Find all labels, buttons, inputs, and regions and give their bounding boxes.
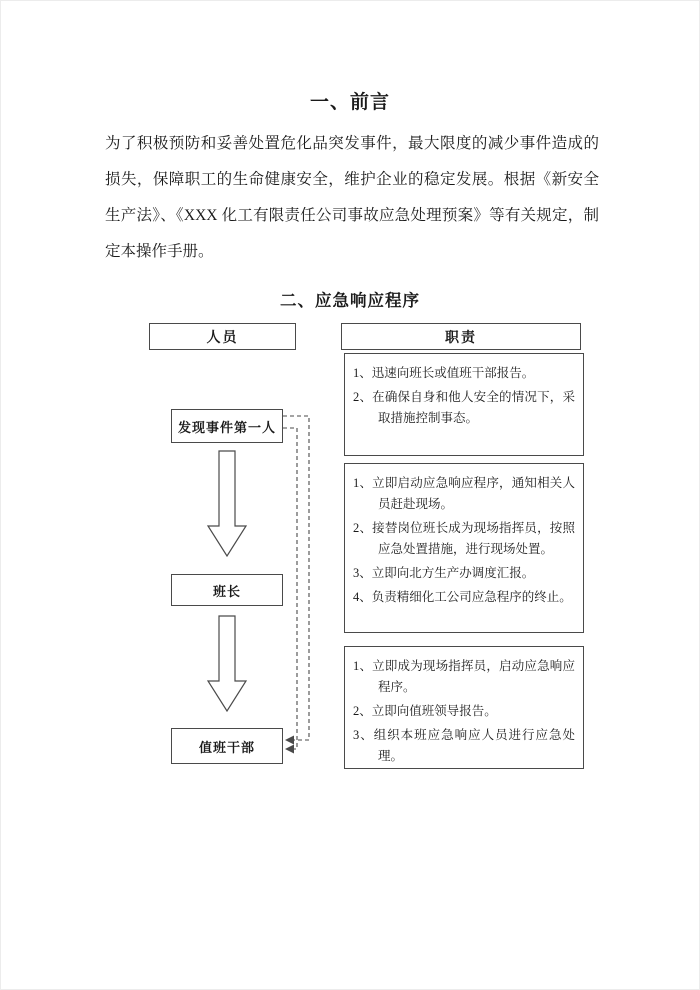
section-1-paragraph: 为了积极预防和妥善处置危化品突发事件，最大限度的减少事件造成的损失，保障职工的生命健康安全，维护企业的稳定发展。根据《新安全生产法》、《XXX 化工有限责任公司事故应急处理预案》等有关规定，制定本操作手册。 bbox=[105, 135, 599, 260]
section-2-title: 二、应急响应程序 bbox=[280, 291, 420, 310]
duty-list-duty-officer bbox=[344, 646, 584, 769]
person-column-header: 人员 bbox=[149, 323, 296, 350]
duty-list-discoverer bbox=[344, 353, 584, 456]
flow-node-discoverer: 发现事件第一人 bbox=[171, 409, 283, 443]
flow-node-duty-officer: 值班干部 bbox=[171, 728, 283, 764]
duty-item: 1、立即启动应急响应程序，通知相关人员赶赴现场。 bbox=[353, 476, 575, 511]
dashed-arrowhead-icon bbox=[285, 736, 294, 745]
duty-item: 1、迅速向班长或值班干部报告。 bbox=[353, 366, 535, 380]
down-arrow-icon bbox=[208, 616, 246, 711]
duty-item: 1、立即成为现场指挥员，启动应急响应程序。 bbox=[353, 659, 575, 694]
flow-node-team-leader: 班长 bbox=[171, 574, 283, 606]
duty-item: 2、接替岗位班长成为现场指挥员，按照应急处置措施，进行现场处置。 bbox=[353, 521, 575, 556]
duty-item: 3、立即向北方生产办调度汇报。 bbox=[353, 566, 535, 580]
duty-item: 2、立即向值班领导报告。 bbox=[353, 704, 497, 718]
dashed-connector-line bbox=[283, 416, 309, 740]
emergency-response-flowchart bbox=[1, 316, 700, 796]
section-1-title: 一、前言 bbox=[309, 92, 390, 113]
duty-list-team-leader bbox=[344, 463, 584, 633]
duty-item: 4、负责精细化工公司应急程序的终止。 bbox=[353, 590, 572, 604]
dashed-connector-line bbox=[283, 428, 297, 749]
duty-column-header: 职责 bbox=[341, 323, 581, 350]
down-arrow-icon bbox=[208, 451, 246, 556]
dashed-arrowhead-icon bbox=[285, 745, 294, 754]
duty-item: 3、组织本班应急响应人员进行应急处理。 bbox=[353, 728, 575, 763]
duty-item: 2、在确保自身和他人安全的情况下，采取措施控制事态。 bbox=[353, 390, 575, 425]
